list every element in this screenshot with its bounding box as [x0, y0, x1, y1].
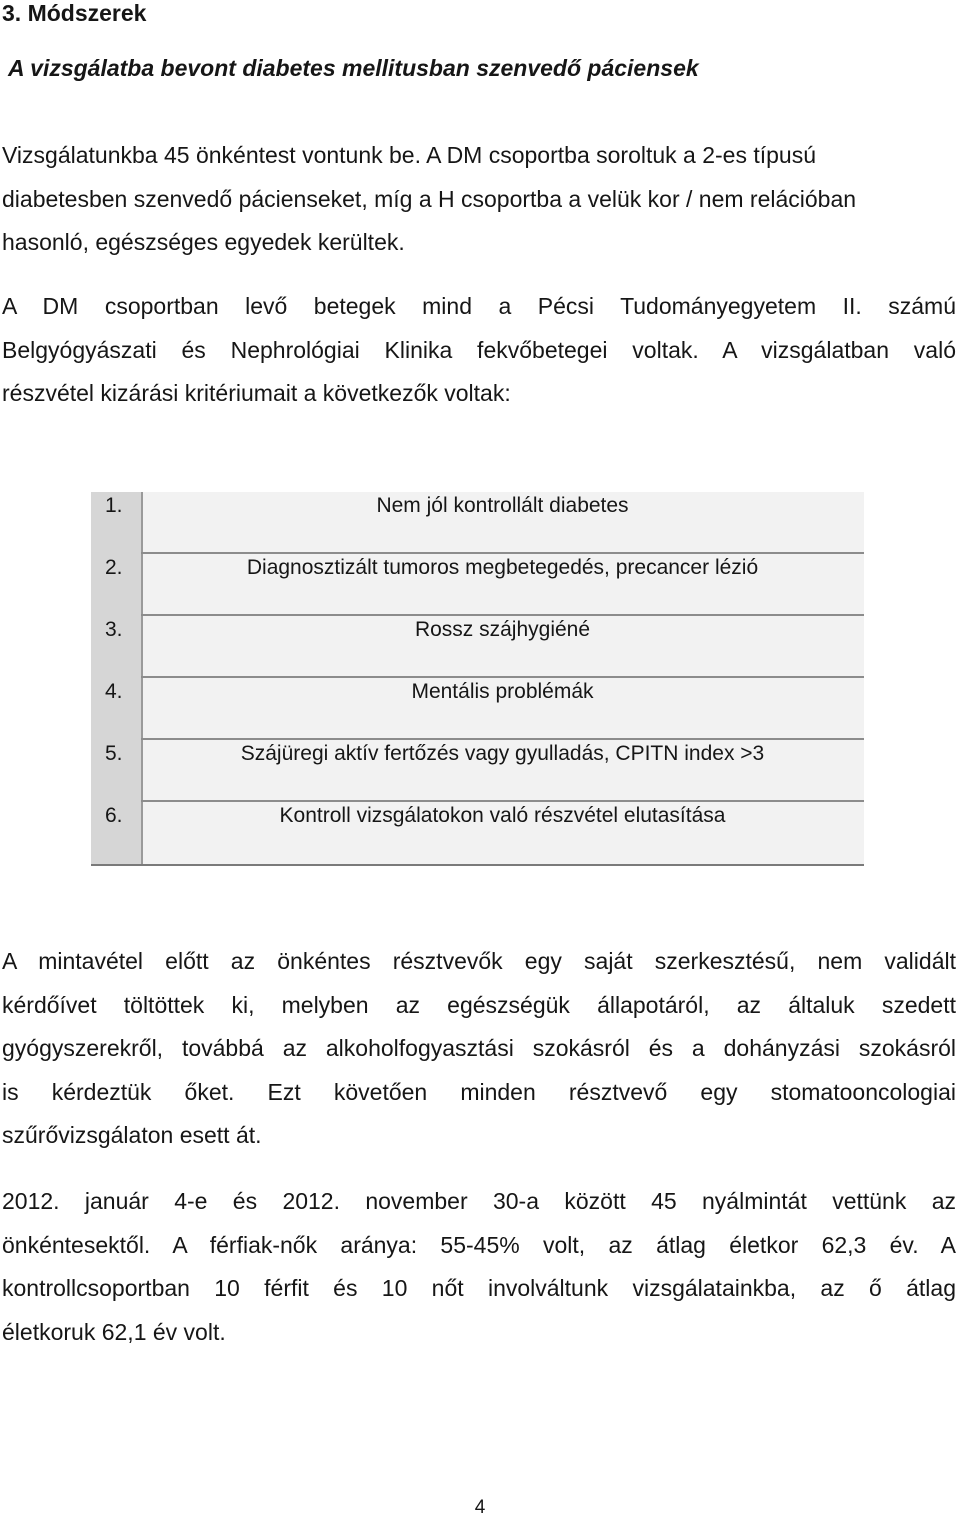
paragraph-questionnaire: [2, 940, 956, 1158]
paragraph-line: Belgyógyászati és Nephrológiai Klinika fekvőbetegei voltak. A vizsgálatban való: [2, 336, 956, 363]
paragraph-line: A mintavétel előtt az önkéntes résztvevők egy saját szerkesztésű, nem validált: [2, 948, 956, 974]
paragraph-line: szűrővizsgálaton esett át.: [2, 1122, 262, 1148]
paragraph-line: 2012. január 4-e és 2012. november 30-a között 45 nyálmintát vettünk az: [2, 1188, 956, 1214]
column-divider: [141, 554, 143, 614]
paragraph-line: kontrollcsoportban 10 férfit és 10 nőt involváltunk vizsgálatainkba, az ő átlag: [2, 1275, 956, 1301]
paragraph-line: is kérdeztük őket. Ezt követően minden résztvevő egy stomatooncologiai: [2, 1078, 956, 1105]
row-divider: [141, 738, 864, 740]
paragraph-line: önkéntesektől. A férfiak-nők aránya: 55-45% volt, az átlag életkor 62,3 év. A: [2, 1231, 956, 1258]
row-text: Nem jól kontrollált diabetes: [376, 494, 629, 517]
subsection-title: A vizsgálatba bevont diabetes mellitusban szenvedő páciensek: [8, 55, 699, 81]
paragraph-dm-group: [2, 285, 956, 416]
paragraph-line: gyógyszerekről, továbbá az alkoholfogyasztási szokásról és a dohányzási szokásról: [2, 1035, 956, 1061]
row-divider: [141, 552, 864, 554]
table-row: [91, 678, 864, 740]
table-row: [91, 616, 864, 678]
row-number: 2.: [105, 556, 123, 579]
row-text: Szájüregi aktív fertőzés vagy gyulladás, CPITN index >3: [240, 742, 765, 765]
paragraph-line: diabetesben szenvedő pácienseket, míg a H csoportba a velük kor / nem relációban: [2, 185, 857, 212]
paragraph-line: részvétel kizárási kritériumait a következők voltak:: [2, 380, 511, 406]
paragraph-line: életkoruk 62,1 év volt.: [2, 1318, 226, 1345]
row-number: 5.: [105, 742, 123, 765]
row-number: 1.: [105, 494, 123, 517]
table-row: [91, 554, 864, 616]
table-row: [91, 802, 864, 864]
paragraph-participants: [2, 134, 956, 265]
paragraph-line: Vizsgálatunkba 45 önkéntest vontunk be. A DM csoportba soroltuk a 2-es típusú: [2, 142, 817, 168]
table-row: [91, 740, 864, 802]
row-text: Diagnosztizált tumoros megbetegedés, precancer lézió: [246, 556, 759, 579]
row-number: 3.: [105, 618, 123, 641]
page-number: 4: [474, 1497, 486, 1518]
row-number: 4.: [105, 680, 123, 703]
table-row: [91, 492, 864, 554]
row-text: Rossz szájhygiéné: [414, 618, 591, 641]
paragraph-line: A DM csoportban levő betegek mind a Pécsi Tudományegyetem II. számú: [2, 293, 956, 319]
column-divider: [141, 740, 143, 800]
row-divider: [141, 676, 864, 678]
column-divider: [141, 492, 143, 552]
column-divider: [141, 678, 143, 738]
exclusion-criteria-table: [91, 492, 864, 866]
row-text: Mentális problémák: [411, 680, 594, 703]
row-divider: [141, 614, 864, 616]
section-title: 3. Módszerek: [2, 0, 147, 26]
row-divider: [141, 800, 864, 802]
paragraph-line: kérdőívet töltöttek ki, melyben az egészségük állapotáról, az általuk szedett: [2, 991, 956, 1018]
column-divider: [141, 616, 143, 676]
row-text: Kontroll vizsgálatokon való részvétel elutasítása: [279, 804, 726, 827]
column-divider: [141, 802, 143, 864]
table-bottom-border: [91, 864, 864, 866]
paragraph-line: hasonló, egészséges egyedek kerültek.: [2, 229, 405, 255]
row-number: 6.: [105, 804, 123, 827]
paragraph-sampling: [2, 1180, 956, 1354]
